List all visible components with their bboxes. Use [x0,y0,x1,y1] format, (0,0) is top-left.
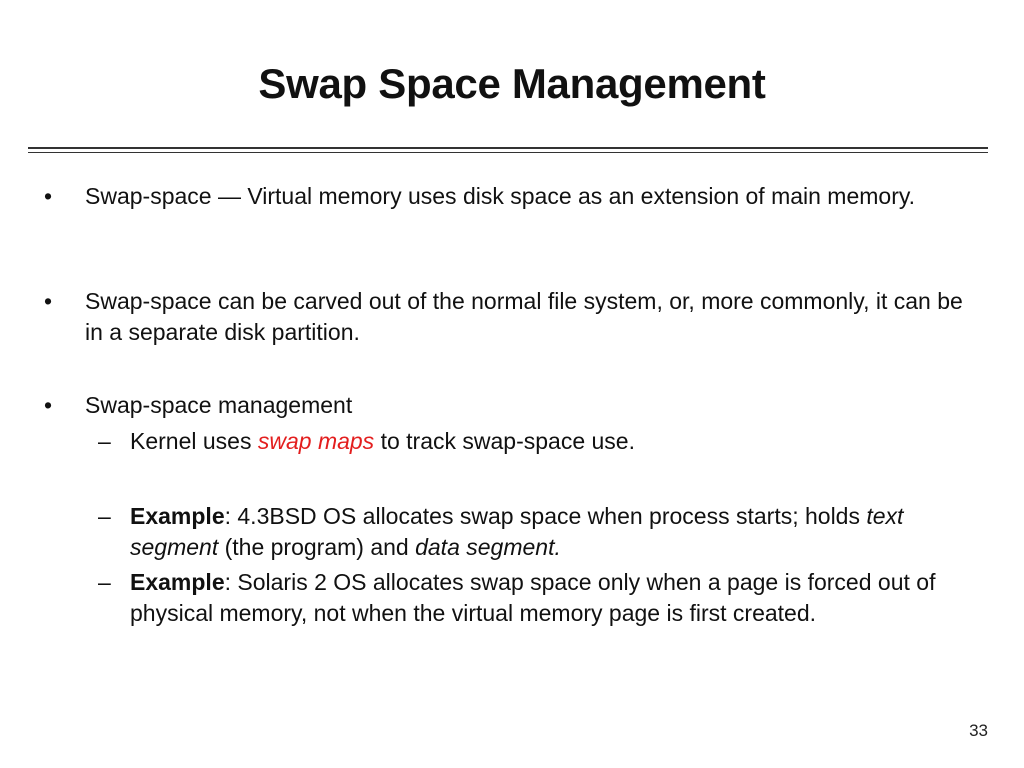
bullet-text: Swap-space can be carved out of the normal file system, or, more commonly, it can be in a separate disk partition. [85,288,963,345]
sub-bullet-marker: – [98,569,111,595]
example-text-1: : Solaris 2 OS allocates swap space only when a page is forced out of physical memory, not when the virtual memory page is first created. [130,569,936,626]
sub-bullet-text [130,567,990,629]
slide-title: Swap Space Management [258,60,766,107]
example-label: Example [130,569,225,595]
sub-bullet-marker: – [98,503,111,529]
example-text-2: (the program) and [218,534,416,560]
bullet-marker: • [44,392,53,418]
page-number: 33 [969,721,988,740]
bullet-text: Swap-space management [85,392,353,418]
example-label: Example [130,503,225,529]
sub-bullet-text-post: to track swap-space use. [374,428,635,454]
sub-bullet-marker: – [98,428,111,454]
example-text-1: : 4.3BSD OS allocates swap space when process starts; holds [224,503,867,529]
text-segment-term: text segment [130,503,904,560]
swap-maps-emphasis: swap maps [257,428,375,454]
bullet-marker: • [44,183,53,209]
sub-bullet-text [130,426,990,457]
data-segment-term: data segment. [415,534,561,560]
bullet-text: Swap-space — Virtual memory uses disk space as an extension of main memory. [85,183,916,209]
sub-bullet-text-pre: Kernel uses [130,428,258,454]
sub-bullet-text [130,501,990,563]
bullet-marker: • [44,288,53,314]
